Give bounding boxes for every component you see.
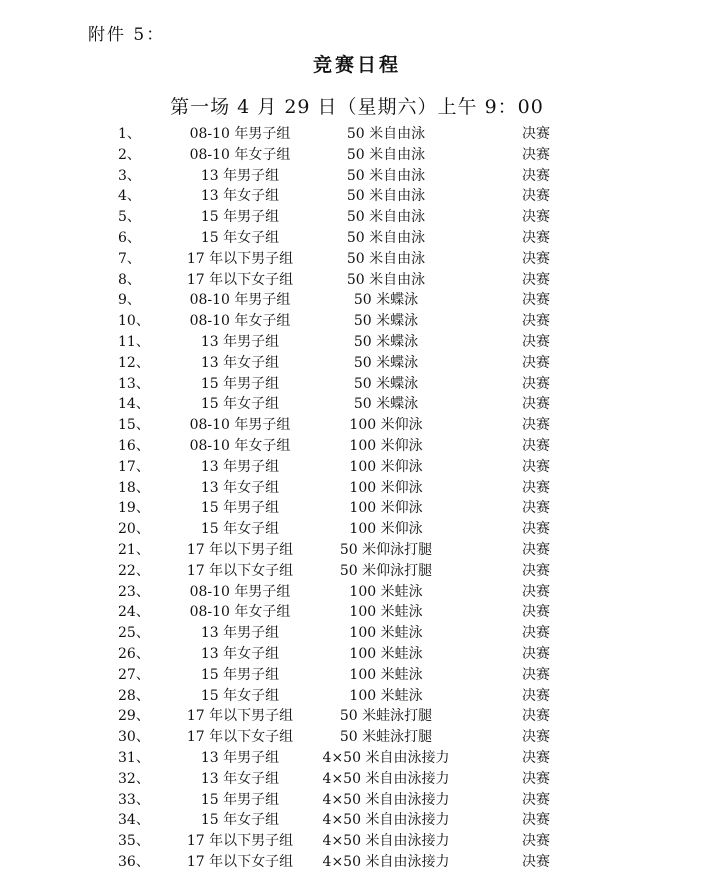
row-number: 29、: [118, 708, 150, 725]
event-name: 4×50 米自由泳接力: [322, 770, 450, 787]
age-group: 15 年男子组: [200, 209, 280, 226]
age-group: 17 年以下女子组: [186, 562, 294, 579]
event-name: 50 米自由泳: [346, 229, 426, 246]
row-number: 14、: [118, 396, 150, 413]
row-number: 19、: [118, 500, 150, 517]
stage: 决赛: [522, 583, 550, 600]
attachment-label: 附件 5：: [88, 25, 166, 45]
schedule-row: [0, 519, 714, 540]
row-number: 2、: [118, 146, 141, 163]
event-name: 50 米自由泳: [346, 126, 426, 142]
event-name: 100 米蛙泳: [349, 645, 423, 662]
schedule-row: [0, 727, 714, 748]
schedule-row: [0, 478, 714, 499]
event-name: 50 米自由泳: [346, 250, 426, 267]
stage: 决赛: [522, 521, 550, 538]
stage: 决赛: [522, 146, 550, 163]
row-number: 4、: [118, 188, 141, 205]
stage: 决赛: [522, 541, 550, 558]
age-group: 13 年男子组: [200, 167, 280, 184]
schedule-row: [0, 311, 714, 332]
row-number: 18、: [118, 479, 150, 496]
stage: 决赛: [522, 250, 550, 267]
event-name: 4×50 米自由泳接力: [322, 812, 450, 829]
schedule-row: [0, 124, 714, 145]
row-number: 22、: [118, 562, 150, 579]
row-number: 13、: [118, 375, 150, 392]
schedule-row: [0, 415, 714, 436]
row-number: 10、: [118, 313, 150, 330]
age-group: 15 年女子组: [200, 229, 280, 246]
schedule-row: [0, 852, 714, 873]
age-group: 17 年以下男子组: [186, 833, 294, 850]
schedule-list: [0, 124, 714, 873]
schedule-row: [0, 332, 714, 353]
age-group: 08-10 年男子组: [189, 292, 291, 309]
schedule-row: [0, 394, 714, 415]
age-group: 15 年男子组: [200, 500, 280, 517]
event-name: 100 米蛙泳: [349, 604, 423, 621]
age-group: 17 年以下男子组: [186, 541, 294, 558]
row-number: 11、: [118, 333, 150, 350]
stage: 决赛: [522, 167, 550, 184]
age-group: 13 年男子组: [200, 749, 280, 766]
event-name: 100 米仰泳: [349, 417, 423, 434]
stage: 决赛: [522, 126, 550, 142]
stage: 决赛: [522, 375, 550, 392]
stage: 决赛: [522, 313, 550, 330]
event-name: 100 米蛙泳: [349, 666, 423, 683]
event-name: 100 米仰泳: [349, 458, 423, 475]
stage: 决赛: [522, 604, 550, 621]
event-name: 50 米蝶泳: [353, 354, 419, 371]
stage: 决赛: [522, 354, 550, 371]
stage: 决赛: [522, 625, 550, 642]
event-name: 50 米蛙泳打腿: [339, 708, 433, 725]
row-number: 33、: [118, 791, 150, 808]
schedule-row: [0, 810, 714, 831]
event-name: 50 米仰泳打腿: [339, 562, 433, 579]
event-name: 100 米仰泳: [349, 500, 423, 517]
event-name: 4×50 米自由泳接力: [322, 749, 450, 766]
schedule-row: [0, 436, 714, 457]
row-number: 28、: [118, 687, 150, 704]
stage: 决赛: [522, 812, 550, 829]
stage: 决赛: [522, 500, 550, 517]
age-group: 13 年女子组: [200, 645, 280, 662]
stage: 决赛: [522, 562, 550, 579]
schedule-row: [0, 706, 714, 727]
schedule-row: [0, 665, 714, 686]
schedule-row: [0, 831, 714, 852]
stage: 决赛: [522, 479, 550, 496]
stage: 决赛: [522, 853, 550, 870]
age-group: 13 年男子组: [200, 458, 280, 475]
schedule-row: [0, 540, 714, 561]
stage: 决赛: [522, 687, 550, 704]
age-group: 13 年女子组: [200, 188, 280, 205]
schedule-row: [0, 145, 714, 166]
event-name: 50 米蝶泳: [353, 313, 419, 330]
schedule-row: [0, 498, 714, 519]
age-group: 13 年女子组: [200, 354, 280, 371]
event-name: 4×50 米自由泳接力: [322, 833, 450, 850]
schedule-row: [0, 623, 714, 644]
event-name: 50 米自由泳: [346, 188, 426, 205]
stage: 决赛: [522, 209, 550, 226]
stage: 决赛: [522, 770, 550, 787]
row-number: 21、: [118, 541, 150, 558]
row-number: 7、: [118, 250, 141, 267]
stage: 决赛: [522, 188, 550, 205]
event-name: 4×50 米自由泳接力: [322, 791, 450, 808]
page-title: 竞赛日程: [312, 54, 401, 76]
age-group: 08-10 年女子组: [189, 437, 291, 454]
row-number: 32、: [118, 770, 150, 787]
row-number: 34、: [118, 812, 150, 829]
stage: 决赛: [522, 458, 550, 475]
event-name: 50 米蝶泳: [353, 375, 419, 392]
age-group: 15 年女子组: [200, 521, 280, 538]
event-name: 50 米自由泳: [346, 209, 426, 226]
schedule-row: [0, 249, 714, 270]
stage: 决赛: [522, 333, 550, 350]
session-heading: 第一场 4 月 29 日（星期六）上午 9：00: [170, 96, 544, 118]
event-name: 50 米蝶泳: [353, 396, 419, 413]
row-number: 20、: [118, 521, 150, 538]
schedule-row: [0, 228, 714, 249]
stage: 决赛: [522, 229, 550, 246]
age-group: 13 年女子组: [200, 770, 280, 787]
schedule-row: [0, 748, 714, 769]
row-number: 5、: [118, 209, 141, 226]
age-group: 08-10 年女子组: [189, 146, 291, 163]
stage: 决赛: [522, 645, 550, 662]
schedule-row: [0, 353, 714, 374]
age-group: 15 年女子组: [200, 812, 280, 829]
event-name: 4×50 米自由泳接力: [322, 853, 450, 870]
schedule-row: [0, 686, 714, 707]
stage: 决赛: [522, 729, 550, 746]
stage: 决赛: [522, 791, 550, 808]
event-name: 50 米蝶泳: [353, 292, 419, 309]
age-group: 13 年女子组: [200, 479, 280, 496]
event-name: 50 米蝶泳: [353, 333, 419, 350]
row-number: 30、: [118, 729, 150, 746]
row-number: 1、: [118, 126, 141, 142]
age-group: 15 年男子组: [200, 666, 280, 683]
row-number: 6、: [118, 229, 141, 246]
event-name: 100 米仰泳: [349, 479, 423, 496]
schedule-row: [0, 374, 714, 395]
row-number: 31、: [118, 749, 150, 766]
age-group: 15 年男子组: [200, 375, 280, 392]
age-group: 15 年女子组: [200, 687, 280, 704]
age-group: 08-10 年女子组: [189, 604, 291, 621]
age-group: 15 年女子组: [200, 396, 280, 413]
row-number: 27、: [118, 666, 150, 683]
row-number: 25、: [118, 625, 150, 642]
schedule-row: [0, 644, 714, 665]
schedule-row: [0, 457, 714, 478]
row-number: 23、: [118, 583, 150, 600]
age-group: 13 年男子组: [200, 333, 280, 350]
age-group: 17 年以下男子组: [186, 250, 294, 267]
event-name: 100 米仰泳: [349, 521, 423, 538]
stage: 决赛: [522, 396, 550, 413]
row-number: 15、: [118, 417, 150, 434]
schedule-row: [0, 270, 714, 291]
schedule-row: [0, 166, 714, 187]
row-number: 8、: [118, 271, 141, 288]
stage: 决赛: [522, 749, 550, 766]
age-group: 08-10 年男子组: [189, 417, 291, 434]
event-name: 50 米自由泳: [346, 167, 426, 184]
row-number: 26、: [118, 645, 150, 662]
schedule-row: [0, 207, 714, 228]
event-name: 50 米自由泳: [346, 146, 426, 163]
stage: 决赛: [522, 833, 550, 850]
row-number: 9、: [118, 292, 141, 309]
stage: 决赛: [522, 666, 550, 683]
stage: 决赛: [522, 292, 550, 309]
schedule-row: [0, 790, 714, 811]
stage: 决赛: [522, 437, 550, 454]
schedule-row: [0, 582, 714, 603]
age-group: 08-10 年男子组: [189, 126, 291, 142]
age-group: 08-10 年男子组: [189, 583, 291, 600]
schedule-row: [0, 602, 714, 623]
event-name: 100 米蛙泳: [349, 583, 423, 600]
stage: 决赛: [522, 417, 550, 434]
event-name: 100 米蛙泳: [349, 687, 423, 704]
row-number: 24、: [118, 604, 150, 621]
schedule-row: [0, 186, 714, 207]
age-group: 17 年以下男子组: [186, 708, 294, 725]
age-group: 08-10 年女子组: [189, 313, 291, 330]
schedule-row: [0, 769, 714, 790]
row-number: 3、: [118, 167, 141, 184]
age-group: 17 年以下女子组: [186, 853, 294, 870]
stage: 决赛: [522, 271, 550, 288]
event-name: 50 米仰泳打腿: [339, 541, 433, 558]
event-name: 50 米蛙泳打腿: [339, 729, 433, 746]
row-number: 36、: [118, 853, 150, 870]
event-name: 100 米仰泳: [349, 437, 423, 454]
event-name: 100 米蛙泳: [349, 625, 423, 642]
row-number: 16、: [118, 437, 150, 454]
event-name: 50 米自由泳: [346, 271, 426, 288]
age-group: 17 年以下女子组: [186, 271, 294, 288]
row-number: 12、: [118, 354, 150, 371]
row-number: 35、: [118, 833, 150, 850]
age-group: 15 年男子组: [200, 791, 280, 808]
schedule-row: [0, 290, 714, 311]
row-number: 17、: [118, 458, 150, 475]
stage: 决赛: [522, 708, 550, 725]
schedule-row: [0, 561, 714, 582]
age-group: 13 年男子组: [200, 625, 280, 642]
age-group: 17 年以下女子组: [186, 729, 294, 746]
